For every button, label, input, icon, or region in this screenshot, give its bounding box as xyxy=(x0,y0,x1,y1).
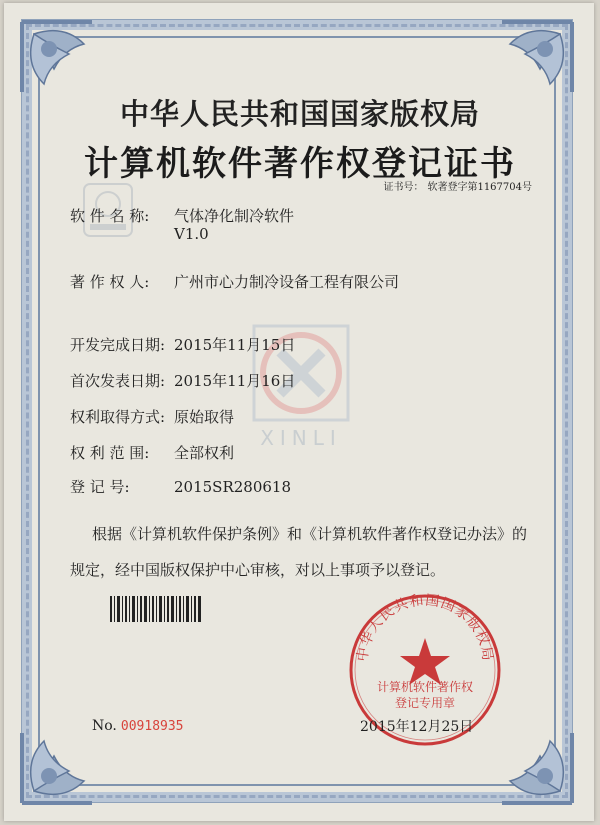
owner-value: 广州市心力制冷设备工程有限公司 xyxy=(174,273,400,291)
owner-row xyxy=(70,271,399,292)
registration-row xyxy=(70,476,291,497)
seal-line-1: 计算机软件著作权 xyxy=(376,680,473,694)
certificate-number-label: 证书号： xyxy=(383,182,424,193)
owner-label: 著 作 权 人: xyxy=(70,273,150,291)
pub-date-label: 首次发表日期: xyxy=(70,372,166,390)
dev-date-row xyxy=(70,334,295,355)
certificate-number-value: 软著登字第1167704号 xyxy=(427,182,532,193)
certificate-number xyxy=(379,178,532,193)
software-name-row xyxy=(70,205,295,243)
serial-number xyxy=(92,718,184,734)
software-name-value: 气体净化制冷软件 xyxy=(174,207,295,225)
acquire-row xyxy=(70,406,234,427)
seal-line-2: 登记专用章 xyxy=(394,696,455,710)
acquire-value: 原始取得 xyxy=(174,408,235,426)
issuer-title: 中华人民共和国国家版权局 xyxy=(119,97,480,131)
registration-value: 2015SR280618 xyxy=(174,478,292,496)
serial-value: 00918935 xyxy=(120,719,184,734)
watermark-text: XINLI xyxy=(260,426,342,450)
serial-label: No. xyxy=(92,718,117,734)
software-version: V1.0 xyxy=(174,225,209,243)
barcode-icon xyxy=(110,596,202,622)
pub-date-row xyxy=(70,370,295,391)
scope-row xyxy=(70,442,234,463)
body-paragraph-2: 规定，经中国版权保护中心审核，对以上事项予以登记。 xyxy=(70,561,446,579)
software-name-label: 软 件 名 称: xyxy=(70,207,150,225)
registration-label: 登 记 号: xyxy=(70,478,130,496)
seal-ring-text: 中华人民共和国国家版权局 xyxy=(354,592,496,663)
body-paragraph-1: 根据《计算机软件保护条例》和《计算机软件著作权登记办法》的 xyxy=(92,525,528,543)
certificate-title: 计算机软件著作权登记证书 xyxy=(84,144,516,184)
dev-date-value: 2015年11月15日 xyxy=(174,336,296,354)
pub-date-value: 2015年11月16日 xyxy=(174,372,296,390)
acquire-label: 权利取得方式: xyxy=(70,408,166,426)
dev-date-label: 开发完成日期: xyxy=(70,336,166,354)
scope-label: 权 利 范 围: xyxy=(70,444,150,462)
scope-value: 全部权利 xyxy=(174,444,235,462)
issue-date: 2015年12月25日 xyxy=(360,719,474,735)
